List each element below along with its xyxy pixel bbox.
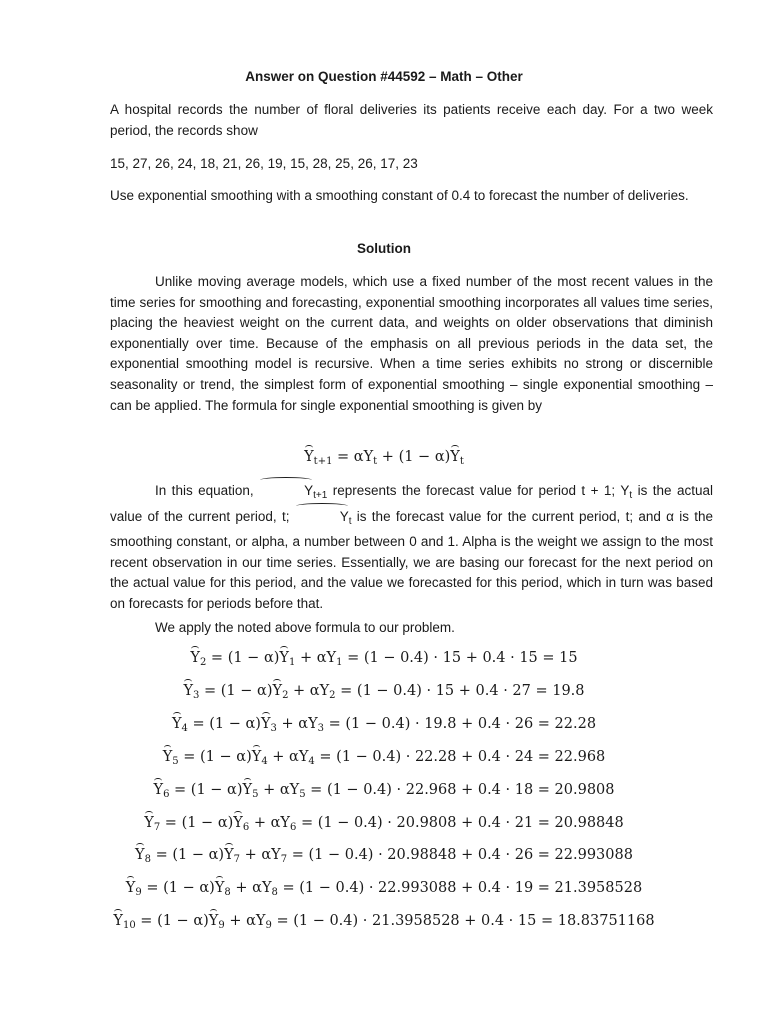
problem-intro: A hospital records the number of floral deliveries its patients receive each day. For a two week period, the records show — [110, 102, 713, 138]
solution-heading: Solution — [357, 241, 411, 256]
forecast-symbol: Y — [242, 781, 253, 798]
forecast-symbol: Y — [190, 650, 200, 666]
forecast-symbol: Y — [279, 650, 289, 666]
forecast-symbol: Y — [135, 847, 145, 864]
forecast-symbol: Y — [260, 715, 271, 732]
problem-data-values: 15, 27, 26, 24, 18, 21, 26, 19, 15, 28, 25, 26, 17, 23 — [110, 156, 418, 171]
forecast-symbol: Y — [144, 814, 154, 831]
apply-text: We apply the noted above formula to our problem. — [155, 620, 455, 635]
forecast-symbol: Y — [251, 748, 262, 765]
forecast-equation: $Y_3 = (1 - \alpha)Y_2 + \alpha Y_2 = (1 - 0.4) \cdot 15 + 0.4 \cdot 27 = 19.8$ — [183, 682, 585, 701]
definitions-paragraph: In this equation, $Y_{t+1}$ represents the forecast value for period t + 1; $Y_t$ is the actual value of the current period, t; $Y_t$ is the forecast value for the current period, t; and α is the smoothing constant, or alpha, a number between 0 and 1. Alpha is the weight we assign to the most recent observation in our time series. Essentially, we are basing our forecast for the next period on the actual value for this period, and the value we forecasted for this period, which in turn was based on forecasts for periods before that. — [110, 483, 713, 611]
forecast-equation: $Y_{10} = (1 - \alpha)Y_9 + \alpha Y_9 = (1 - 0.4) \cdot 21.3958528 + 0.4 \cdot 15 = 18.83751168$ — [113, 913, 655, 932]
forecast-symbol: Y — [272, 682, 283, 699]
forecast-equation: $Y_7 = (1 - \alpha)Y_6 + \alpha Y_6 = (1 - 0.4) \cdot 20.9808 + 0.4 \cdot 21 = 20.98848$ — [144, 814, 624, 833]
forecast-symbol: Y — [125, 880, 136, 897]
explanation-paragraph: Unlike moving average models, which use a fixed number of the most recent values in the time series for smoothing and forecasting, exponential smoothing incorporates all values time series, placing the heaviest weight on the current data, and weights on older observations that diminish exponentially over time. Because of the emphasis on all previous periods in the data set, the exponential smoothing model is recursive. When a time series exhibits no strong or discernible seasonality or trend, the simplest form of exponential smoothing – single exponential smoothing – can be applied. The formula for single exponential smoothing is given by — [110, 274, 713, 413]
forecast-symbol: Y — [304, 449, 314, 465]
forecast-equation: $Y_6 = (1 - \alpha)Y_5 + \alpha Y_5 = (1 - 0.4) \cdot 22.968 + 0.4 \cdot 18 = 20.9808$ — [153, 781, 615, 800]
forecast-equation: $Y_2 = (1 - \alpha)Y_1 + \alpha Y_1 = (1 - 0.4) \cdot 15 + 0.4 \cdot 15 = 15$ — [190, 650, 578, 668]
forecast-symbol: Y — [153, 781, 164, 798]
forecast-symbol: Y — [214, 880, 225, 897]
forecast-symbol: Y — [208, 913, 219, 930]
forecast-equation: $Y_5 = (1 - \alpha)Y_4 + \alpha Y_4 = (1 - 0.4) \cdot 22.28 + 0.4 \cdot 24 = 22.968$ — [162, 748, 606, 767]
forecast-symbol: Y — [224, 847, 234, 864]
forecast-symbol: Y — [113, 913, 123, 930]
forecast-symbol: Y — [450, 449, 460, 465]
forecast-symbol: Y — [295, 507, 349, 528]
forecast-symbol: Y — [162, 748, 173, 765]
page-title: Answer on Question #44592 – Math – Other — [245, 69, 523, 84]
forecast-symbol: Y — [171, 715, 182, 732]
forecast-symbol: Y — [183, 682, 194, 699]
forecast-symbol: Y — [259, 481, 313, 502]
forecast-symbol: Y — [233, 814, 243, 831]
smoothing-formula: $Y_{t+1} = \alpha Y_t + (1 - \alpha)Y_t$ — [304, 449, 464, 467]
forecast-equation: $Y_8 = (1 - \alpha)Y_7 + \alpha Y_7 = (1 - 0.4) \cdot 20.98848 + 0.4 \cdot 26 = 22.993088$ — [135, 847, 633, 866]
forecast-equation: $Y_9 = (1 - \alpha)Y_8 + \alpha Y_8 = (1 - 0.4) \cdot 22.993088 + 0.4 \cdot 19 = 21.3958528$ — [125, 880, 643, 899]
problem-task: Use exponential smoothing with a smoothing constant of 0.4 to forecast the number of deliveries. — [110, 188, 689, 203]
forecast-equation: $Y_4 = (1 - \alpha)Y_3 + \alpha Y_3 = (1 - 0.4) \cdot 19.8 + 0.4 \cdot 26 = 22.28$ — [171, 715, 597, 734]
